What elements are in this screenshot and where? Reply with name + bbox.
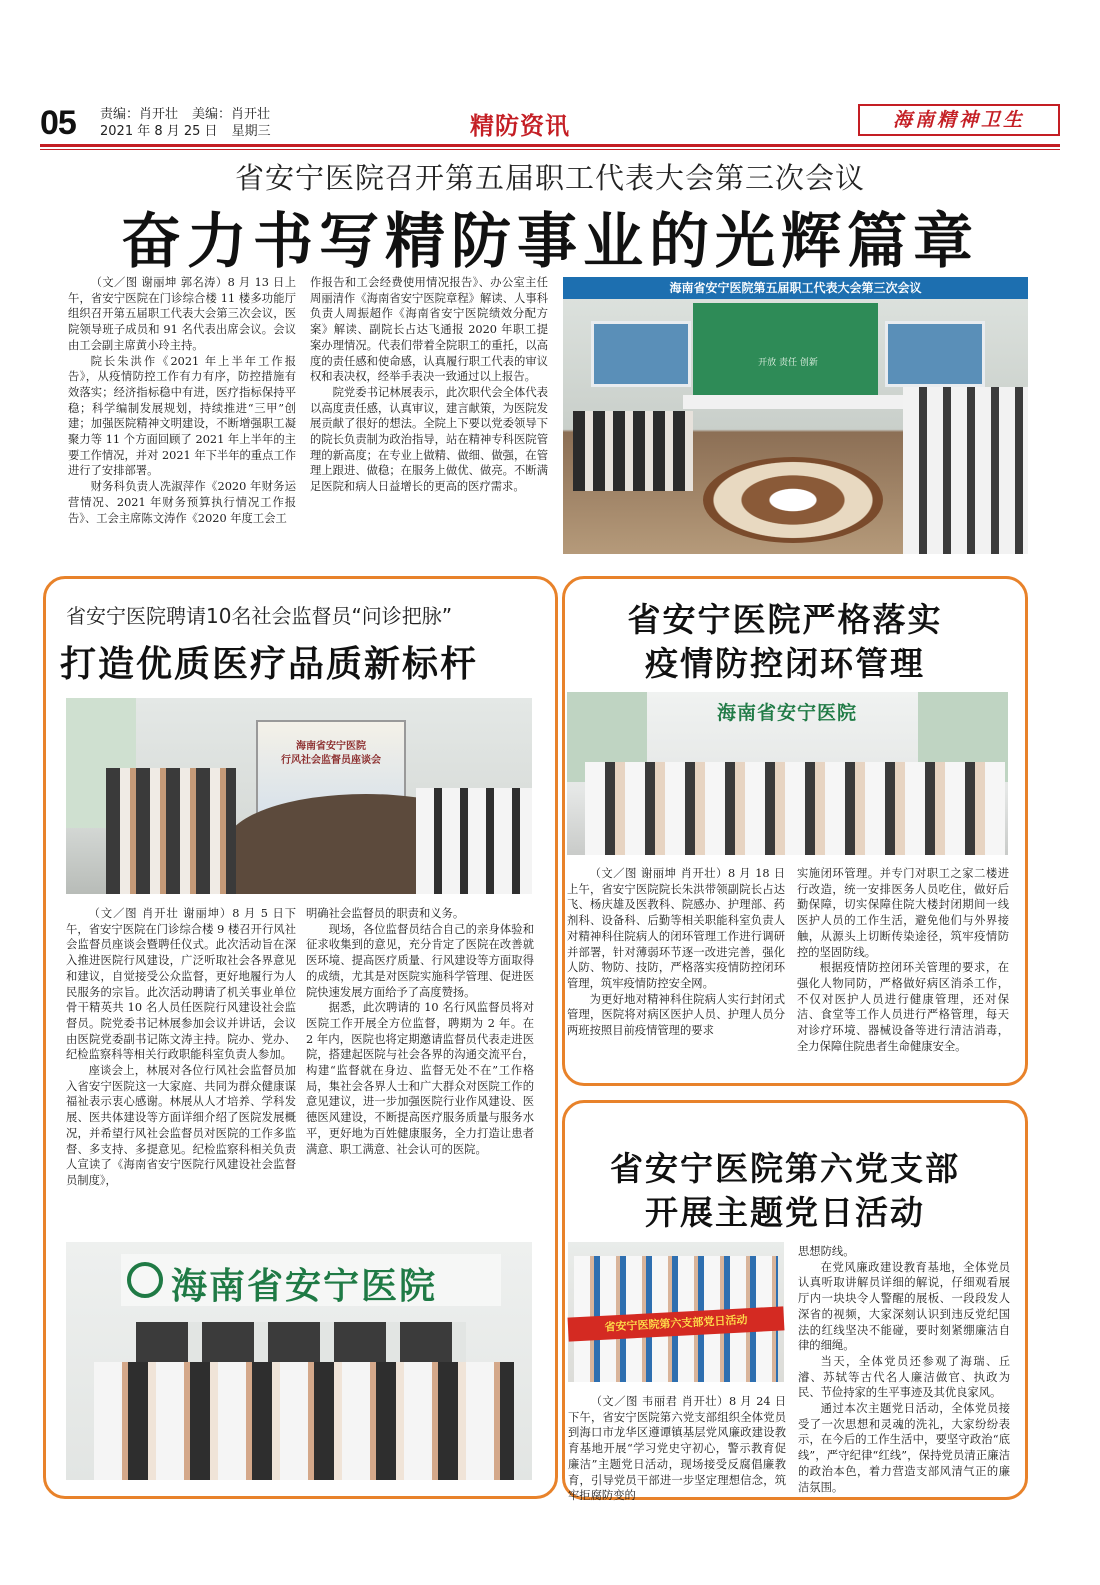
story3-column-2 [797, 866, 1009, 1072]
lead-column-2 [310, 275, 548, 550]
story4-paragraph: 在党风廉政建设教育基地，全体党员认真听取讲解员详细的解说，仔细观看展厅内一块块令人警醒的展板、一段段发人深省的视频，大家深刻认识到违反党纪国法的红线坚决不能碰，要时刻紧绷廉洁自律的细绳。 [798, 1260, 1010, 1353]
story4-photo-banner: 省安宁医院第六支部党日活动 [568, 1306, 785, 1341]
story4-column-1 [568, 1394, 786, 1503]
stage-backdrop [693, 303, 878, 395]
lead-paragraph: 8 月 13 日上午，省安宁医院在门诊综合楼 11 楼多功能厅组织召开第五届职工代表大会第三次会议，医院领导班子成员和 91 名代表出席会议。会议由工会副主席黄小玲主持。 [68, 276, 296, 352]
section-title: 精防资讯 [470, 112, 570, 140]
story3-headline-line1: 省安宁医院严格落实 [627, 600, 943, 639]
story2-photo-meeting [66, 698, 532, 894]
page-number: 05 [40, 104, 76, 142]
lead-paragraph: 作报告和工会经费使用情况报告》、办公室主任周丽清作《海南省安宁医院章程》解读、人事科负责人周振超作《海南省安宁医院绩效分配方案》解读、副院长占达飞通报 2020 年职工提案办理情况。代表们带着全院职工的重托，以高度的责任感和使命感，认真履行职工代表的审议权和表决权，经举手表决一致通过以上报告。 [310, 276, 548, 384]
floor-medallion [703, 457, 883, 543]
header-rule-thin [40, 149, 1060, 150]
story2-paragraph: 8 月 5 日下午，省安宁医院在门诊综合楼 9 楼召开行风社会监督员座谈会暨聘任仪式。此次活动旨在深入推进医院行风建设，广泛听取社会各界意见和建议，自觉接受公众监督，更好地履行为人民服务的宗旨。此次活动聘请了机关事业单位骨干精英共 10 名人员任医院行风建设社会监督员。院党委书记林展参加会议并讲话，会议由医院党委副书记陈文涛主持。院办、党办、纪检监察科等相关行政职能科室负责人参加。 [66, 907, 297, 1062]
story2-subtitle: 省安宁医院聘请10名社会监督员“问诊把脉” [66, 604, 453, 628]
story4-photo [568, 1242, 784, 1382]
meeting-screen-title: 海南省安宁医院 行风社会监督员座谈会 [281, 741, 381, 766]
issue-date: 2021 年 8 月 25 日 [100, 124, 218, 139]
story2-headline: 打造优质医疗品质新标杆 [60, 644, 479, 685]
header-rule [40, 144, 1060, 147]
story2-photo-group [66, 1242, 532, 1480]
story3-paragraph: 根据疫情防控闭环关管理的要求，在强化人物同防，严格做好病区消杀工作，不仅对医护人员进行健康管理，还对保洁、食堂等工作人员进行严格管理，每天对诊疗环境、器械设备等进行清洁消毒，全力保障住院患者生命健康安全。 [797, 961, 1009, 1053]
hospital-sign-logo-icon [127, 1262, 163, 1298]
story4-paragraph: 当天，全体党员还参观了海瑞、丘濬、苏轼等古代名人廉洁做官、执政为民、节俭持家的生平事迹及其优良家风。 [798, 1354, 1010, 1400]
lead-photo [563, 277, 1028, 554]
stage-screen-right [885, 321, 985, 387]
designer-line: 美编：肖开壮 [192, 107, 271, 122]
story4-paragraph: 8 月 24 日下午，省安宁医院第六党支部组织全体党员到海口市龙华区遵谭镇基层党风廉政建设教育基地开展“学习党史守初心，警示教育促廉洁”主题党日活动，现场接受反腐倡廉教育，引导党员干部进一步坚定理想信念，筑牢拒腐防变的 [568, 1395, 786, 1503]
story4-headline-line1: 省安宁医院第六党支部 [610, 1149, 960, 1188]
paper-logo: 海南精神卫生 [858, 104, 1060, 136]
attendees [585, 762, 1005, 855]
story3-byline: （文／图 谢丽坤 肖开壮） [589, 867, 728, 880]
group-people [94, 1362, 514, 1480]
podium-table [683, 395, 903, 409]
lead-subtitle: 省安宁医院召开第五届职工代表大会第三次会议 [234, 161, 865, 195]
lead-photo-banner: 海南省安宁医院第五届职工代表大会第三次会议 [563, 277, 1028, 299]
story3-paragraph: 为更好地对精神科住院病人实行封闭式管理，医院将对病区医护人员、护理人员分两班按照目前疫情管理的要求 [567, 992, 785, 1038]
story2-paragraph: 现场，各位监督员结合自己的亲身体验和征求收集到的意见，充分肯定了医院在改善就医环境、提高医疗质量、行风建设等方面取得的成绩，尤其是对医院实施科学管理、促进医院快速发展方面给予了高度赞扬。 [306, 922, 534, 999]
story4-column-2 [798, 1244, 1010, 1494]
attendees-right [903, 387, 1028, 554]
story3-paragraph: 8 月 18 日上午，省安宁医院院长朱洪带领副院长占达飞、杨庆雄及医教科、院感办、护理部、药剂科、设备科、后勤等相关职能科室负责人对精神科住院病人的闭环管理工作进行调研并部署，针对薄弱环节逐一改进完善，强化人防、物防、技防，严格落实疫情防控闭环管理，筑牢疫情防控安全网。 [567, 867, 785, 990]
story4-paragraph: 通过本次主题党日活动，全体党员接受了一次思想和灵魂的洗礼，大家纷纷表示，在今后的工作生活中，要坚守政治“底线”，严守纪律“红线”，保持党员清正廉洁的政治本色，着力营造支部风清气正的廉洁氛围。 [798, 1402, 1010, 1494]
story2-paragraph: 座谈会上，林展对各位行风社会监督员加入省安宁医院这一大家庭、共同为群众健康谋福祉表示衷心感谢。林展从人才培养、学科发展、医共体建设等方面详细介绍了医院发展概况，并希望行风社会监督员对医院的工作多监督、多支持、多提意见。纪检监察科相关负责人宣读了《海南省安宁医院行风建设社会监督员制度》， [66, 1064, 296, 1187]
attendees-right [416, 788, 532, 894]
hospital-sign-text: 海南省安宁医院 [717, 702, 858, 724]
editor-line: 责编：肖开壮 [100, 107, 179, 122]
story4-paragraph: 思想防线。 [798, 1245, 855, 1258]
lead-byline: （文／图 谢丽坤 郭名涛） [90, 276, 228, 289]
attendees-left [573, 411, 693, 491]
story2-byline: （文／图 肖开壮 谢丽坤） [88, 907, 233, 920]
story2-column-2 [306, 906, 534, 1232]
story3-photo [567, 692, 1008, 855]
lead-paragraph: 财务科负责人冼淑萍作《2020 年财务运营情况、2021 年财务预算执行情况工作报告》、工会主席陈文涛作《2020 年度工会工 [68, 480, 296, 525]
lead-paragraph: 院长朱洪作《2021 年上半年工作报告》，从疫情防控工作有力有序，防控措施有效落实；经济指标稳中有进，医疗指标保持平稳；科学编制发展规划，持续推进“三甲”创建；加强医院精神文明建设，不断增强职工凝聚力等 11 个方面回顾了 2021 年上半年的主要工作情况，并对 2021 年下半年的重点工作进行了安排部署。 [68, 354, 296, 478]
story2-paragraph: 明确社会监督员的职责和义务。 [306, 907, 465, 920]
story4-headline-line2: 开展主题党日活动 [645, 1193, 925, 1232]
story4-byline: （文／图 韦丽君 肖开壮） [590, 1395, 729, 1408]
lead-column-1 [68, 275, 296, 550]
stage-screen-left [591, 321, 691, 387]
stage-wall-text: 开放 责任 创新 [758, 358, 818, 368]
issue-weekday: 星期三 [231, 124, 271, 139]
story2-column-1 [66, 906, 296, 1232]
editor-info [100, 106, 271, 140]
masthead [40, 100, 1060, 142]
hospital-sign-text: 海南省安宁医院 [171, 1266, 438, 1307]
story3-headline-line2: 疫情防控闭环管理 [645, 644, 925, 683]
story3-paragraph: 实施闭环管理。并专门对职工之家二楼进行改造，统一安排医务人员吃住，做好后勤保障，切实保障住院大楼封闭期间一线医护人员的工作生活，避免他们与外界接触，从源头上切断传染途径，筑牢疫情防控的坚固防线。 [797, 867, 1009, 959]
lead-paragraph: 院党委书记林展表示，此次职代会全体代表以高度责任感，认真审议，建言献策，为医院发展贡献了很好的想法。全院上下要以党委领导下的院长负责制为政治指导，站在精神专科医院管理的新高度；在专业上做精、做细、做强，在管理上跟进、做稳；在服务上做优、做亮。不断满足医院和病人日益增长的更高的医疗需求。 [310, 385, 548, 494]
hospital-sign [121, 1254, 501, 1306]
story2-paragraph: 据悉，此次聘请的 10 名行风监督员将对医院工作开展全方位监督，聘期为 2 年。在 2 年内，医院也将定期邀请监督员代表走进医院，搭建起医院与社会各界的沟通交流平台，构建“监督就在身边、监督无处不在”工作格局，集社会各界人士和广大群众对医院工作的意见建议，进一步加强医院行业作风建设、医德医风建设，不断提高医疗服务质量与服务水平，更好地为百姓健康服务，全力打造让患者满意、职工满意、社会认可的医院。 [306, 1001, 534, 1156]
attendees-left [106, 768, 236, 894]
lead-headline: 奋力书写精防事业的光辉篇章 [121, 207, 979, 277]
story3-column-1 [567, 866, 785, 1072]
